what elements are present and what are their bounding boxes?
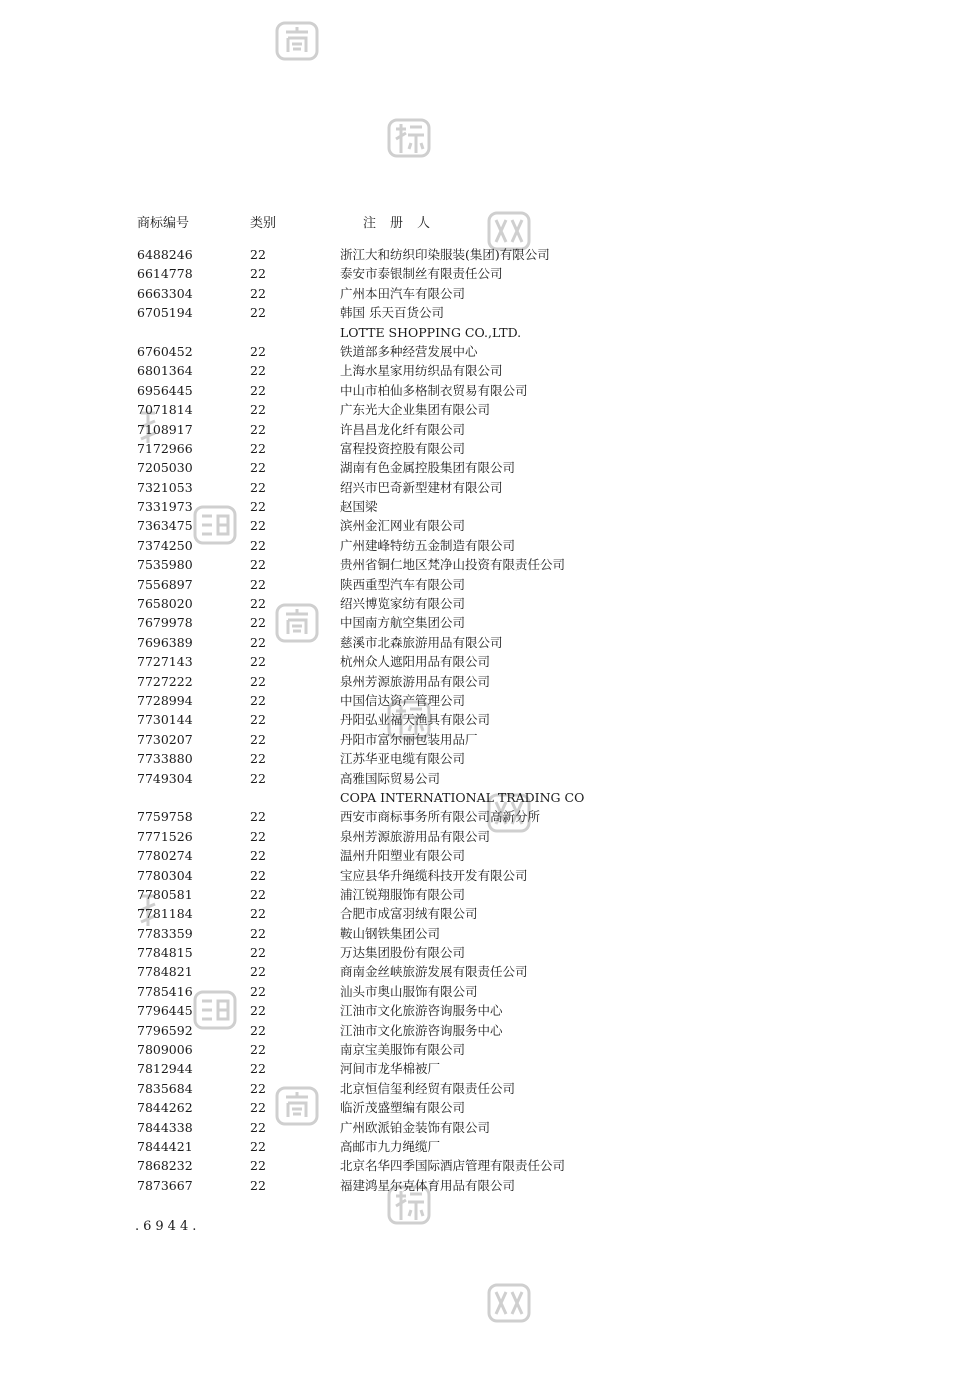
table-row — [137, 1079, 857, 1098]
trademark-number: 7812944 — [137, 1061, 193, 1077]
registrant-name: 广州建峰特纺五金制造有限公司 — [340, 537, 516, 553]
trademark-number: 6488246 — [137, 247, 193, 262]
trademark-number: 7658020 — [137, 596, 193, 612]
table-row — [137, 245, 857, 264]
trademark-number: 7727222 — [137, 673, 193, 689]
registrant-name: LOTTE SHOPPING CO.,LTD. — [340, 324, 522, 340]
header-class: 类别 — [250, 216, 277, 231]
trademark-number: 6705194 — [137, 305, 193, 321]
class-number: 22 — [250, 266, 266, 282]
trademark-number: 7749304 — [137, 770, 193, 786]
table-row — [137, 1059, 857, 1078]
class-number: 22 — [250, 692, 266, 708]
trademark-number: 7835684 — [137, 1080, 193, 1096]
registrant-name: 汕头市奥山服饰有限公司 — [340, 983, 478, 999]
registrant-name: 铁道部多种经营发展中心 — [340, 343, 478, 359]
table-row — [137, 769, 857, 788]
table-row — [137, 381, 857, 400]
registrant-name: 绍兴博览家纺有限公司 — [340, 596, 466, 612]
class-number: 22 — [250, 1119, 266, 1135]
header-registrant: 注册人 — [363, 216, 445, 231]
trademark-number: 7780274 — [137, 848, 193, 864]
table-row — [137, 439, 857, 458]
class-number: 22 — [250, 983, 266, 999]
table-row — [137, 788, 857, 807]
table-row — [137, 478, 857, 497]
registrant-name: 江苏华亚电缆有限公司 — [340, 751, 466, 767]
class-number: 22 — [250, 751, 266, 767]
registrant-name: 北京名华四季国际酒店管理有限责任公司 — [340, 1158, 566, 1174]
trademark-number: 7556897 — [137, 576, 193, 592]
registrant-name: 丹阳市富尔丽包装用品厂 — [340, 731, 478, 747]
table-row — [137, 1137, 857, 1156]
registrant-name: 合肥市成富羽绒有限公司 — [340, 906, 478, 922]
class-number: 22 — [250, 402, 266, 418]
trademark-number: 7781184 — [137, 906, 193, 922]
table-row — [137, 264, 857, 283]
class-number: 22 — [250, 440, 266, 456]
registrant-name: 陕西重型汽车有限公司 — [340, 576, 466, 592]
table-row — [137, 284, 857, 303]
trademark-number: 7873667 — [137, 1177, 193, 1193]
table-row — [137, 1176, 857, 1195]
table-row — [137, 924, 857, 943]
table-row — [137, 827, 857, 846]
trademark-number: 7771526 — [137, 828, 193, 844]
table-row — [137, 400, 857, 419]
table-row — [137, 749, 857, 768]
class-number: 22 — [250, 615, 266, 631]
trademark-number: 7363475 — [137, 518, 193, 534]
trademark-number: 7844338 — [137, 1119, 193, 1135]
registrant-name: COPA INTERNATIONAL TRADING CO — [340, 789, 585, 805]
registrant-name: 南京宝美服饰有限公司 — [340, 1042, 466, 1058]
table-row — [137, 420, 857, 439]
trademark-number: 7785416 — [137, 983, 193, 999]
registrant-name: 福建鸿星尔克体育用品有限公司 — [340, 1177, 516, 1193]
trademark-number: 7784815 — [137, 945, 193, 961]
registrant-name: 广州本田汽车有限公司 — [340, 285, 466, 301]
class-number: 22 — [250, 479, 266, 495]
registrant-name: 泰安市泰银制丝有限责任公司 — [340, 266, 503, 282]
trademark-number: 7844262 — [137, 1100, 193, 1116]
class-number: 22 — [250, 1177, 266, 1193]
trademark-number: 6614778 — [137, 266, 193, 282]
class-number: 22 — [250, 363, 266, 379]
class-number: 22 — [250, 596, 266, 612]
class-number: 22 — [250, 654, 266, 670]
class-number: 22 — [250, 1022, 266, 1038]
trademark-number: 7205030 — [137, 460, 193, 476]
trademark-number: 6801364 — [137, 363, 193, 379]
class-number: 22 — [250, 828, 266, 844]
registrant-name: 绍兴市巴奇新型建材有限公司 — [340, 479, 503, 495]
page-number: .6944. — [135, 1219, 201, 1234]
trademark-number: 7535980 — [137, 557, 193, 573]
table-row — [137, 885, 857, 904]
class-number: 22 — [250, 809, 266, 825]
trademark-number: 6663304 — [137, 285, 193, 301]
trademark-number: 6956445 — [137, 382, 193, 398]
watermark-stamp-icon — [386, 115, 432, 161]
table-row — [137, 904, 857, 923]
trademark-number: 7727143 — [137, 654, 193, 670]
trademark-number: 7733880 — [137, 751, 193, 767]
trademark-number: 7679978 — [137, 615, 193, 631]
class-number: 22 — [250, 382, 266, 398]
trademark-list — [137, 245, 857, 1195]
registrant-name: 浦江锐翔服饰有限公司 — [340, 886, 466, 902]
table-row — [137, 962, 857, 981]
table-row — [137, 710, 857, 729]
registrant-name: 西安市商标事务所有限公司高新分所 — [340, 809, 541, 825]
table-row — [137, 672, 857, 691]
registrant-name: 泉州芳源旅游用品有限公司 — [340, 828, 491, 844]
header-trademark-number: 商标编号 — [137, 216, 190, 231]
table-row — [137, 866, 857, 885]
class-number: 22 — [250, 731, 266, 747]
table-row — [137, 691, 857, 710]
registrant-name: 高雅国际贸易公司 — [340, 770, 441, 786]
class-number: 22 — [250, 1100, 266, 1116]
registrant-name: 中国信达资产管理公司 — [340, 692, 466, 708]
trademark-number: 7868232 — [137, 1158, 193, 1174]
registrant-name: 杭州众人遮阳用品有限公司 — [340, 654, 491, 670]
class-number: 22 — [250, 499, 266, 515]
table-row — [137, 1098, 857, 1117]
registrant-name: 许昌昌龙化纤有限公司 — [340, 421, 466, 437]
trademark-number: 7780304 — [137, 867, 193, 883]
table-row — [137, 342, 857, 361]
class-number: 22 — [250, 886, 266, 902]
trademark-number: 6760452 — [137, 343, 193, 359]
table-row — [137, 1040, 857, 1059]
trademark-number: 7796445 — [137, 1003, 193, 1019]
table-row — [137, 807, 857, 826]
registrant-name: 鞍山钢铁集团公司 — [340, 925, 441, 941]
registrant-name: 北京恒信玺利经贸有限责任公司 — [340, 1080, 516, 1096]
trademark-number: 7071814 — [137, 402, 193, 418]
registrant-name: 赵国梁 — [340, 499, 378, 515]
table-row — [137, 633, 857, 652]
trademark-number: 7759758 — [137, 809, 193, 825]
trademark-number: 7728994 — [137, 692, 193, 708]
trademark-number: 7108917 — [137, 421, 193, 437]
registrant-name: 商南金丝峡旅游发展有限责任公司 — [340, 964, 528, 980]
watermark-stamp-icon — [486, 1280, 532, 1326]
class-number: 22 — [250, 247, 266, 262]
class-number: 22 — [250, 1158, 266, 1174]
table-row — [137, 497, 857, 516]
class-number: 22 — [250, 343, 266, 359]
class-number: 22 — [250, 537, 266, 553]
class-number: 22 — [250, 1003, 266, 1019]
registrant-name: 韩国 乐天百货公司 — [340, 305, 444, 321]
registrant-name: 滨州金汇网业有限公司 — [340, 518, 466, 534]
table-row — [137, 1118, 857, 1137]
class-number: 22 — [250, 460, 266, 476]
registrant-name: 浙江大和纺织印染服装(集团)有限公司 — [340, 247, 550, 262]
table-row — [137, 516, 857, 535]
table-row — [137, 361, 857, 380]
registrant-name: 广东光大企业集团有限公司 — [340, 402, 491, 418]
registrant-name: 上海水星家用纺织品有限公司 — [340, 363, 503, 379]
table-row — [137, 536, 857, 555]
class-number: 22 — [250, 906, 266, 922]
trademark-number: 7780581 — [137, 886, 193, 902]
class-number: 22 — [250, 867, 266, 883]
trademark-number: 7844421 — [137, 1138, 193, 1154]
registrant-name: 慈溪市北森旅游用品有限公司 — [340, 634, 503, 650]
class-number: 22 — [250, 1080, 266, 1096]
trademark-number: 7331973 — [137, 499, 193, 515]
class-number: 22 — [250, 557, 266, 573]
registrant-name: 万达集团股份有限公司 — [340, 945, 466, 961]
class-number: 22 — [250, 634, 266, 650]
class-number: 22 — [250, 285, 266, 301]
trademark-number: 7172966 — [137, 440, 193, 456]
trademark-number: 7783359 — [137, 925, 193, 941]
registrant-name: 广州欧派铂金装饰有限公司 — [340, 1119, 491, 1135]
table-row — [137, 458, 857, 477]
registrant-name: 宝应县华升绳缆科技开发有限公司 — [340, 867, 528, 883]
trademark-number: 7321053 — [137, 479, 193, 495]
trademark-number: 7374250 — [137, 537, 193, 553]
class-number: 22 — [250, 848, 266, 864]
registrant-name: 中山市柏仙多格制衣贸易有限公司 — [340, 382, 528, 398]
table-header — [137, 212, 837, 232]
registrant-name: 湖南有色金属控股集团有限公司 — [340, 460, 516, 476]
registrant-name: 江油市文化旅游咨询服务中心 — [340, 1003, 503, 1019]
registrant-name: 江油市文化旅游咨询服务中心 — [340, 1022, 503, 1038]
table-row — [137, 652, 857, 671]
class-number: 22 — [250, 305, 266, 321]
table-row — [137, 575, 857, 594]
registrant-name: 泉州芳源旅游用品有限公司 — [340, 673, 491, 689]
class-number: 22 — [250, 576, 266, 592]
registrant-name: 贵州省铜仁地区梵净山投资有限责任公司 — [340, 557, 566, 573]
registrant-name: 高邮市九力绳缆厂 — [340, 1138, 441, 1154]
registrant-name: 富程投资控股有限公司 — [340, 440, 466, 456]
table-row — [137, 555, 857, 574]
trademark-number: 7796592 — [137, 1022, 193, 1038]
table-row — [137, 943, 857, 962]
class-number: 22 — [250, 945, 266, 961]
table-row — [137, 1021, 857, 1040]
watermark-stamp-icon — [274, 18, 320, 64]
class-number: 22 — [250, 421, 266, 437]
class-number: 22 — [250, 964, 266, 980]
table-row — [137, 613, 857, 632]
table-row — [137, 594, 857, 613]
table-row — [137, 303, 857, 322]
class-number: 22 — [250, 1061, 266, 1077]
table-row — [137, 982, 857, 1001]
registrant-name: 温州升阳塑业有限公司 — [340, 848, 466, 864]
table-row — [137, 1001, 857, 1020]
registrant-name: 临沂茂盛塑编有限公司 — [340, 1100, 466, 1116]
trademark-number: 7784821 — [137, 964, 193, 980]
table-row — [137, 323, 857, 342]
class-number: 22 — [250, 1042, 266, 1058]
trademark-number: 7730144 — [137, 712, 193, 728]
table-row — [137, 846, 857, 865]
registrant-name: 丹阳弘业福天渔具有限公司 — [340, 712, 491, 728]
class-number: 22 — [250, 925, 266, 941]
registrant-name: 河间市龙华棉被厂 — [340, 1061, 441, 1077]
registrant-name: 中国南方航空集团公司 — [340, 615, 466, 631]
trademark-number: 7809006 — [137, 1042, 193, 1058]
table-row — [137, 1156, 857, 1175]
class-number: 22 — [250, 770, 266, 786]
trademark-number: 7696389 — [137, 634, 193, 650]
class-number: 22 — [250, 518, 266, 534]
class-number: 22 — [250, 712, 266, 728]
class-number: 22 — [250, 673, 266, 689]
class-number: 22 — [250, 1138, 266, 1154]
trademark-number: 7730207 — [137, 731, 193, 747]
table-row — [137, 730, 857, 749]
